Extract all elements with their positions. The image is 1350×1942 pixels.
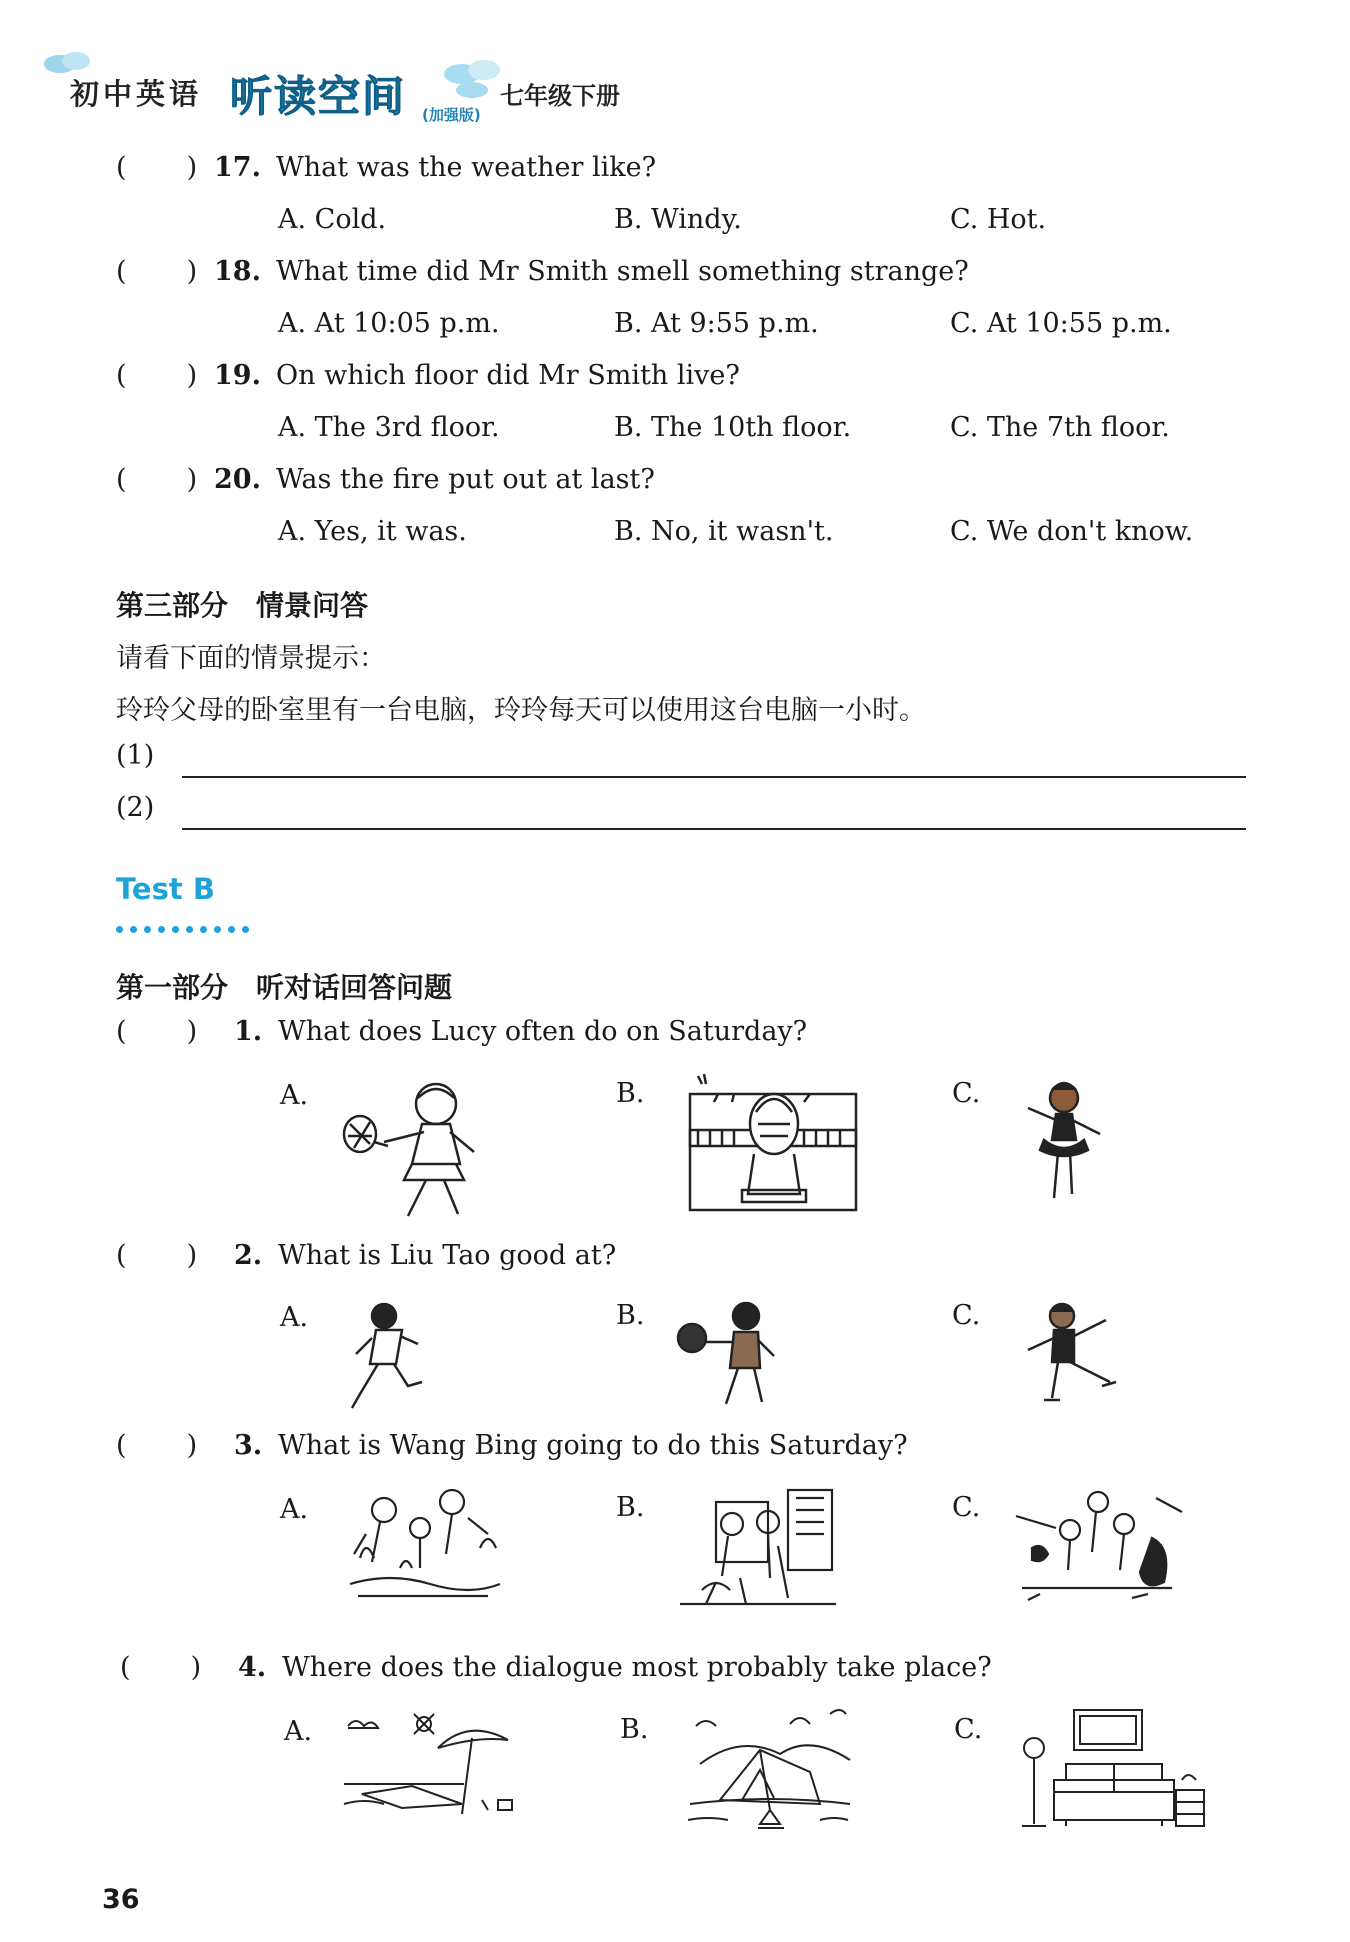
option-a: A. The 3rd floor. xyxy=(278,412,500,443)
question-text: What time did Mr Smith smell something strange? xyxy=(276,256,969,287)
option-b: B. Windy. xyxy=(614,204,742,235)
basketball-boy-icon[interactable] xyxy=(674,1298,790,1418)
helping-old-man-icon[interactable] xyxy=(676,1486,840,1614)
option-letter-b: B. xyxy=(616,1492,645,1523)
question-text: What was the weather like? xyxy=(276,152,657,183)
option-b: B. The 10th floor. xyxy=(614,412,852,443)
question-number: 2. xyxy=(234,1240,263,1271)
option-a: A. Yes, it was. xyxy=(278,516,467,547)
question-number: 20. xyxy=(214,464,261,495)
answer-blank[interactable]: ( ) xyxy=(116,1016,198,1047)
option-letter-a: A. xyxy=(280,1302,309,1333)
section-title: 第三部分 情景问答 xyxy=(116,589,369,622)
question-number: 19. xyxy=(214,360,261,391)
option-b: B. No, it wasn't. xyxy=(614,516,834,547)
option-a: A. Cold. xyxy=(278,204,387,235)
answer-blank[interactable]: ( ) xyxy=(116,152,198,183)
answer-blank[interactable]: ( ) xyxy=(116,256,198,287)
question-text: What is Liu Tao good at? xyxy=(278,1240,617,1271)
prompt-text: 请看下面的情景提示： xyxy=(116,643,386,674)
question-number: 3. xyxy=(234,1430,263,1461)
option-a: A. At 10:05 p.m. xyxy=(278,308,500,339)
question-text: Was the fire put out at last? xyxy=(276,464,655,495)
question-number: 1. xyxy=(234,1016,263,1047)
option-b: B. At 9:55 p.m. xyxy=(614,308,819,339)
title-dots xyxy=(116,918,256,937)
edition-label: (加强版) xyxy=(422,106,481,124)
option-c: C. At 10:55 p.m. xyxy=(950,308,1172,339)
line-label: (1) xyxy=(116,740,155,771)
brand-title: 听读空间 xyxy=(230,72,407,121)
page-number: 36 xyxy=(102,1884,140,1915)
option-letter-c: C. xyxy=(954,1714,983,1745)
camping-icon[interactable] xyxy=(680,1704,860,1842)
picking-litter-icon[interactable] xyxy=(1012,1488,1186,1616)
scenario-text: 玲玲父母的卧室里有一台电脑，玲玲每天可以使用这台电脑一小时。 xyxy=(116,695,926,726)
question-text: On which floor did Mr Smith live? xyxy=(276,360,740,391)
answer-rule[interactable] xyxy=(182,776,1246,778)
option-letter-b: B. xyxy=(616,1078,645,1109)
option-letter-b: B. xyxy=(616,1300,645,1331)
piano-girl-icon[interactable] xyxy=(684,1072,864,1222)
living-room-icon[interactable] xyxy=(1014,1706,1208,1838)
option-c: C. The 7th floor. xyxy=(950,412,1170,443)
section-title: 第一部分 听对话回答问题 xyxy=(116,971,453,1004)
option-letter-a: A. xyxy=(284,1716,313,1747)
dancing-girl-icon[interactable] xyxy=(1018,1076,1108,1206)
option-letter-c: C. xyxy=(952,1078,981,1109)
grade-label: 七年级下册 xyxy=(500,82,620,110)
answer-blank[interactable]: ( ) xyxy=(116,464,198,495)
beach-icon[interactable] xyxy=(342,1708,542,1820)
answer-blank[interactable]: ( ) xyxy=(116,1430,198,1461)
answer-blank[interactable]: ( ) xyxy=(116,360,198,391)
skating-boy-icon[interactable] xyxy=(1022,1298,1122,1408)
running-boy-icon[interactable] xyxy=(346,1300,432,1416)
option-c: C. We don't know. xyxy=(950,516,1194,547)
option-letter-c: C. xyxy=(952,1300,981,1331)
question-number: 18. xyxy=(214,256,261,287)
question-number: 4. xyxy=(238,1652,267,1683)
series-title: 初中英语 xyxy=(70,77,203,111)
test-b-title: Test B xyxy=(116,872,215,906)
option-letter-b: B. xyxy=(620,1714,649,1745)
option-letter-a: A. xyxy=(280,1494,309,1525)
answer-blank[interactable]: ( ) xyxy=(116,1240,198,1271)
question-text: What is Wang Bing going to do this Saturday? xyxy=(278,1430,908,1461)
question-text: What does Lucy often do on Saturday? xyxy=(278,1016,808,1047)
answer-blank[interactable]: ( ) xyxy=(120,1652,202,1683)
option-letter-c: C. xyxy=(952,1492,981,1523)
answer-rule[interactable] xyxy=(182,828,1246,830)
line-label: (2) xyxy=(116,792,155,823)
option-letter-a: A. xyxy=(280,1080,309,1111)
tennis-girl-icon[interactable] xyxy=(340,1076,500,1226)
question-text: Where does the dialogue most probably take place? xyxy=(282,1652,992,1683)
option-c: C. Hot. xyxy=(950,204,1047,235)
cloud-icon xyxy=(452,80,492,100)
question-number: 17. xyxy=(214,152,261,183)
planting-trees-icon[interactable] xyxy=(340,1488,510,1610)
